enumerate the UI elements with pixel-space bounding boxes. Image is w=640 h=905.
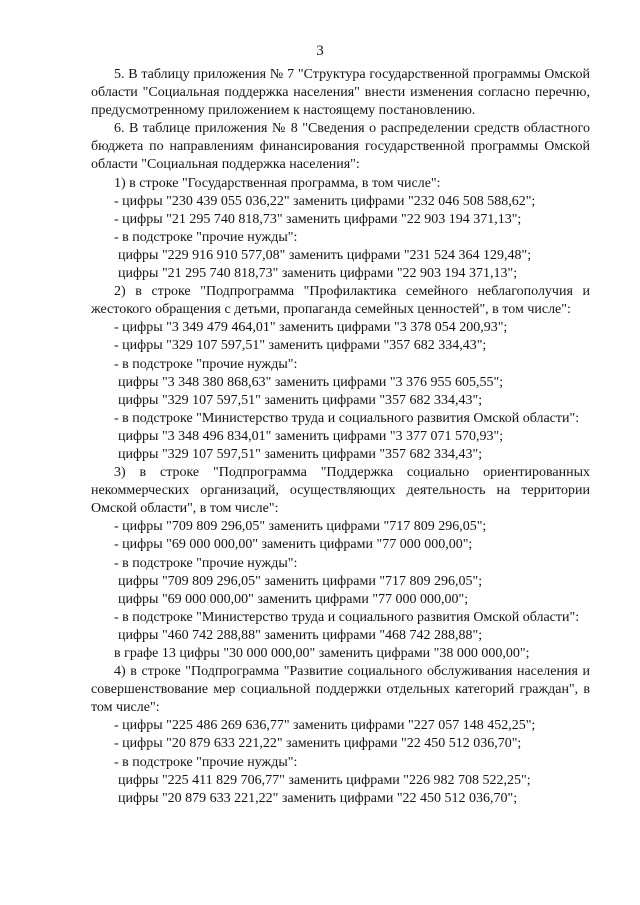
- text-line: - цифры "20 879 633 221,22" заменить цифрами "22 450 512 036,70";: [114, 736, 522, 752]
- paragraph-item-5: 5. В таблицу приложения № 7 "Структура государственной программы Омской области "Социальная поддержка населения" внести изменения согласно перечню, предусмотренному приложением к настоящему постановлению.: [91, 67, 590, 119]
- text-line: цифры "69 000 000,00" заменить цифрами "77 000 000,00";: [118, 591, 469, 607]
- subitem-3-heading: 3) в строке "Подпрограмма "Поддержка социально ориентированных некоммерческих организаций, осуществляющих деятельность на территории Омской области", в том числе":: [91, 465, 590, 517]
- text-line: - в подстроке "прочие нужды":: [114, 555, 298, 571]
- text-line: цифры "225 411 829 706,77" заменить цифрами "226 982 708 522,25";: [118, 772, 531, 788]
- text-line: - в подстроке "Министерство труда и социального развития Омской области":: [114, 609, 580, 625]
- text-line: - в подстроке "Министерство труда и социального развития Омской области":: [114, 410, 580, 426]
- text-line: цифры "329 107 597,51" заменить цифрами "357 682 334,43";: [118, 446, 483, 462]
- text-line: в графе 13 цифры "30 000 000,00" заменить цифрами "38 000 000,00";: [114, 646, 530, 661]
- text-line: цифры "3 348 496 834,01" заменить цифрами "3 377 071 570,93";: [118, 428, 504, 444]
- text-line: - цифры "709 809 296,05" заменить цифрами "717 809 296,05";: [114, 519, 487, 535]
- text-line: - в подстроке "прочие нужды":: [114, 229, 298, 245]
- text-line: - цифры "21 295 740 818,73" заменить цифрами "22 903 194 371,13";: [114, 211, 522, 227]
- text-line: - цифры "225 486 269 636,77" заменить цифрами "227 057 148 452,25";: [114, 718, 536, 734]
- text-line: - в подстроке "прочие нужды":: [114, 356, 298, 372]
- text-line: цифры "3 348 380 868,63" заменить цифрами "3 376 955 605,55";: [118, 374, 504, 390]
- text-line: цифры "21 295 740 818,73" заменить цифрами "22 903 194 371,13";: [118, 266, 518, 282]
- text-line: цифры "329 107 597,51" заменить цифрами "357 682 334,43";: [118, 392, 483, 408]
- page-number: 3: [316, 43, 324, 59]
- subitem-2-heading: 2) в строке "Подпрограмма "Профилактика семейного неблагополучия и жестокого обращения с детьми, пропаганда семейных ценностей", в том числе":: [91, 284, 590, 318]
- subitem-4-heading: 4) в строке "Подпрограмма "Развитие социального обслуживания населения и совершенствование мер социальной поддержки отдельных категорий граждан", в том числе":: [91, 664, 590, 716]
- text-line: - в подстроке "прочие нужды":: [114, 754, 298, 770]
- text-line: - цифры "69 000 000,00" заменить цифрами "77 000 000,00";: [114, 537, 473, 553]
- text-line: цифры "460 742 288,88" заменить цифрами "468 742 288,88";: [118, 627, 483, 643]
- paragraph-item-6: 6. В таблице приложения № 8 "Сведения о распределении средств областного бюджета по направлениям финансирования государственной программы Омской области "Социальная поддержка населения":: [91, 121, 590, 173]
- text-line: - цифры "230 439 055 036,22" заменить цифрами "232 046 508 588,62";: [114, 193, 536, 209]
- text-line: цифры "229 916 910 577,08" заменить цифрами "231 524 364 129,48";: [118, 247, 532, 263]
- text-line: - цифры "329 107 597,51" заменить цифрами "357 682 334,43";: [114, 338, 487, 354]
- text-line: цифры "20 879 633 221,22" заменить цифрами "22 450 512 036,70";: [118, 790, 518, 806]
- document-body: [91, 66, 590, 808]
- text-line: - цифры "3 349 479 464,01" заменить цифрами "3 378 054 200,93";: [114, 320, 508, 336]
- text-line: цифры "709 809 296,05" заменить цифрами "717 809 296,05";: [118, 573, 483, 589]
- subitem-1-heading: 1) в строке "Государственная программа, в том числе":: [114, 175, 441, 191]
